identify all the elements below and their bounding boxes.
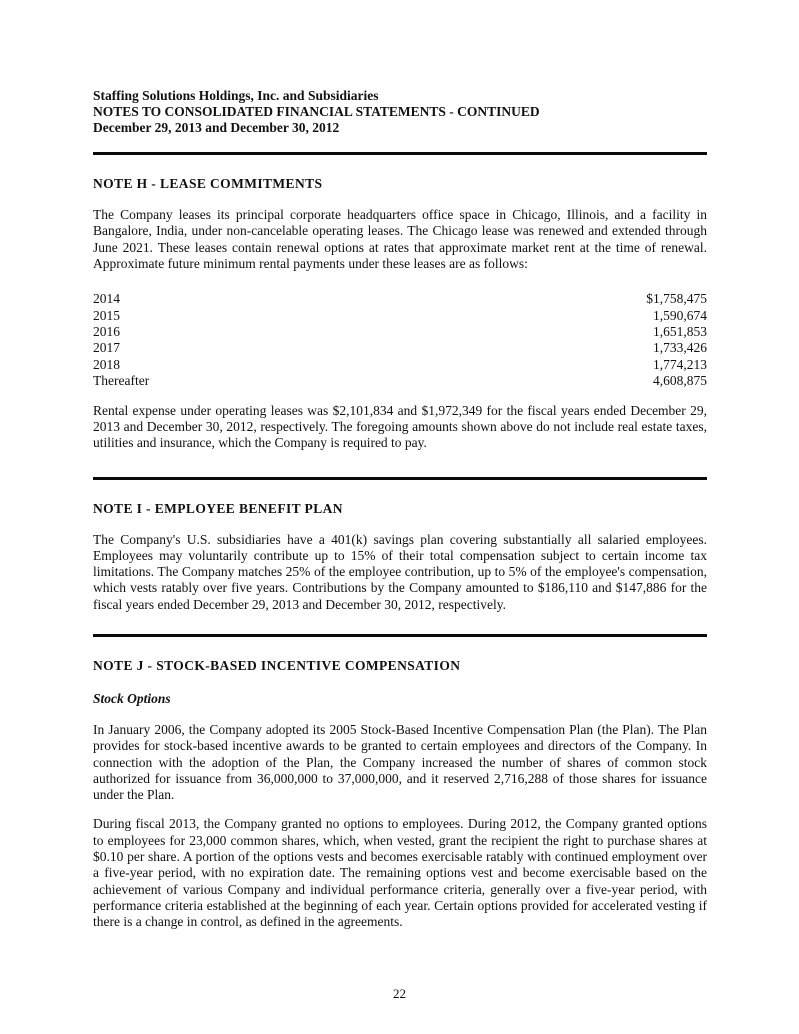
table-row [93,324,707,340]
note-h-paragraph-2: Rental expense under operating leases was $2,101,834 and $1,972,349 for the fiscal years ended December 29, 2013 and December 30, 2012, respectively. The foregoing amounts shown above do not include real estate taxes, utilities and insurance, which the Company is required to pay. [93,402,707,451]
amount-value: 1,590,674 [653,307,707,323]
year-label: 2014 [93,291,120,307]
page-number: 22 [393,986,406,1001]
table-row [93,291,707,307]
note-i-paragraph: The Company's U.S. subsidiaries have a 401(k) savings plan covering substantially all salaried employees. Employees may voluntarily contribute up to 15% of their total compensation subject to certain income tax limitations. The Company matches 25% of the employee contribution, up to 5% of the employee's compensation, which vests ratably over five years. Contributions by the Company amounted to $186,110 and $147,886 for the fiscal years ended December 29, 2013 and December 30, 2012, respectively. [93,531,707,612]
table-row [93,357,707,373]
amount-value: 4,608,875 [653,373,707,389]
note-j-heading: NOTE J - STOCK-BASED INCENTIVE COMPENSATION [93,658,461,673]
section-divider [93,477,707,480]
section-divider [93,152,707,155]
amount-value: 1,651,853 [653,324,707,339]
amount-value: $1,758,475 [646,291,707,307]
stock-options-subheading: Stock Options [93,691,171,706]
table-row [93,373,707,389]
amount-value: 1,733,426 [653,340,707,356]
note-i-heading: NOTE I - EMPLOYEE BENEFIT PLAN [93,500,343,516]
section-divider [93,634,707,637]
note-j-paragraph-2: During fiscal 2013, the Company granted no options to employees. During 2012, the Company granted options to employees for 23,000 common shares, which, when vested, grant the recipient the right to purchase shares at $0.10 per share. A portion of the options vests and becomes exercisable ratably with continued employment over a five-year period, with no expiration date. The remaining options vest and become exercisable based on the achievement of various Company and individual performance criteria, generally over a five-year period, with performance criteria established at the beginning of each year. Certain options provided for accelerated vesting if there is a change in control, as defined in the agreements. [93,816,707,930]
table-row [93,340,707,356]
statement-title: NOTES TO CONSOLIDATED FINANCIAL STATEMENTS - CONTINUED [93,104,540,119]
rental-payments-table [93,291,707,389]
date-line: December 29, 2013 and December 30, 2012 [93,120,340,135]
year-label: 2016 [93,324,120,339]
document-header [93,88,707,136]
note-j-paragraph-1: In January 2006, the Company adopted its 2005 Stock-Based Incentive Compensation Plan (the Plan). The Plan provides for stock-based incentive awards to be granted to certain employees and directors of the Company. In connection with the adoption of the Plan, the Company increased the number of shares of common stock authorized for issuance from 36,000,000 to 37,000,000, and it reserved 2,716,288 of those shares for issuance under the Plan. [93,722,707,803]
table-row [93,308,707,324]
note-h-paragraph-1: The Company leases its principal corporate headquarters office space in Chicago, Illinois, and a facility in Bangalore, India, under non-cancelable operating leases. The Chicago lease was renewed and extended through June 2021. These leases contain renewal options at rates that approximate market rent at the time of renewal. Approximate future minimum rental payments under these leases are as follows: [93,207,707,271]
year-label: 2015 [93,307,120,323]
amount-value: 1,774,213 [653,356,707,372]
year-label: 2018 [93,356,120,372]
note-h-heading: NOTE H - LEASE COMMITMENTS [93,176,323,191]
year-label: Thereafter [93,373,150,389]
company-name: Staffing Solutions Holdings, Inc. and Subsidiaries [93,88,379,103]
year-label: 2017 [93,340,120,356]
